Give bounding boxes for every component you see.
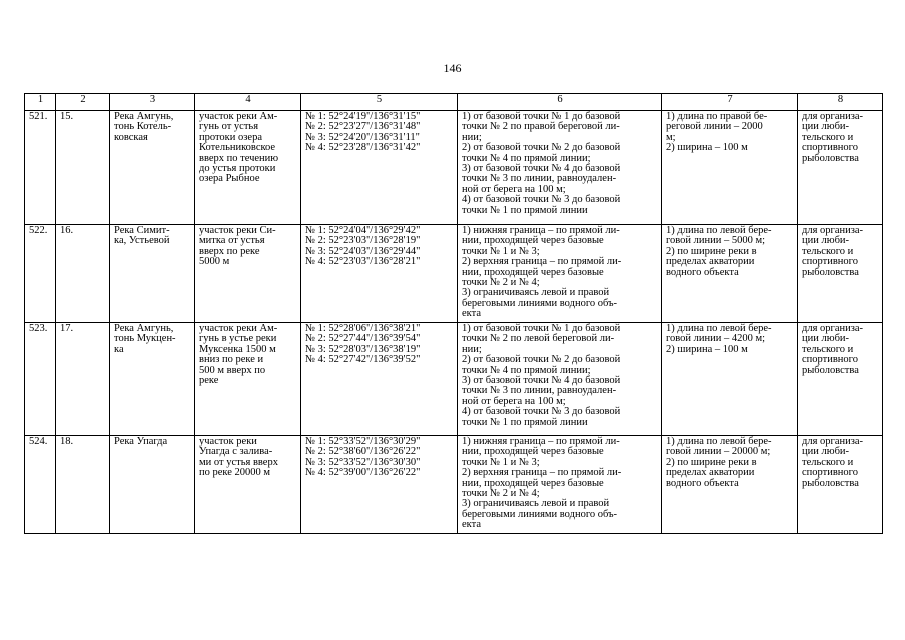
column-header-8: 8 bbox=[798, 94, 883, 111]
base-point-coordinates: № 1: 52°33'52"/136°30'29" № 2: 52°38'60"/136°26'22" № 3: 52°33'52"/136°30'30" № 4: 52°39'00"/136°26'22" bbox=[301, 436, 458, 534]
area-purpose: для организа- ции люби- тельского и спортивного рыболовства bbox=[798, 436, 883, 534]
area-dimensions: 1) длина по правой бе- реговой линии – 2000 м; 2) ширина – 100 м bbox=[662, 111, 798, 225]
base-point-coordinates: № 1: 52°24'19"/136°31'15" № 2: 52°23'27"/136°31'48" № 3: 52°24'20"/136°31'11" № 4: 52°23'28"/136°31'42" bbox=[301, 111, 458, 225]
column-header-6: 6 bbox=[458, 94, 662, 111]
row-sub-number: 16. bbox=[56, 225, 110, 323]
base-point-coordinates: № 1: 52°28'06"/136°38'21" № 2: 52°27'44"/136°39'54" № 3: 52°28'03"/136°38'19" № 4: 52°27'42"/136°39'52" bbox=[301, 323, 458, 436]
column-header-1: 1 bbox=[25, 94, 56, 111]
area-purpose: для организа- ции люби- тельского и спортивного рыболовства bbox=[798, 111, 883, 225]
area-dimensions: 1) длина по левой бере- говой линии – 20000 м; 2) по ширине реки в пределах акватории водного объекта bbox=[662, 436, 798, 534]
page-number: 146 bbox=[443, 61, 462, 75]
water-body-name: Река Упагда bbox=[110, 436, 195, 534]
water-body-name: Река Симит- ка, Устьевой bbox=[110, 225, 195, 323]
column-header-5: 5 bbox=[301, 94, 458, 111]
row-number: 522. bbox=[25, 225, 56, 323]
area-purpose: для организа- ции люби- тельского и спортивного рыболовства bbox=[798, 225, 883, 323]
table-row bbox=[25, 225, 883, 323]
area-location: участок реки Упагда с залива- ми от устья вверх по реке 20000 м bbox=[195, 436, 301, 534]
area-boundaries: 1) от базовой точки № 1 до базовой точки № 2 по правой береговой ли- нии; 2) от базовой точки № 2 до базовой точки № 4 по прямой линии; 3) от базовой точки № 4 до базовой точки № 3 по линии, равноудален- ной от берега на 100 м; 4) от базовой точки № 3 до базовой точки № 1 по прямой линии bbox=[458, 111, 662, 225]
area-location: участок реки Ам- гунь от устья протоки озера Котельниковское вверх по течению до устья протоки озера Рыбное bbox=[195, 111, 301, 225]
row-sub-number: 17. bbox=[56, 323, 110, 436]
water-body-name: Река Амгунь, тонь Мукцен- ка bbox=[110, 323, 195, 436]
area-dimensions: 1) длина по левой бере- говой линии – 4200 м; 2) ширина – 100 м bbox=[662, 323, 798, 436]
row-sub-number: 15. bbox=[56, 111, 110, 225]
table-row bbox=[25, 111, 883, 225]
area-boundaries: 1) нижняя граница – по прямой ли- нии, проходящей через базовые точки № 1 и № 3; 2) верхняя граница – по прямой ли- нии, проходящей через базовые точки № 2 и № 4; 3) ограничиваясь левой и правой береговыми линиями водного объ- екта bbox=[458, 436, 662, 534]
table-row bbox=[25, 436, 883, 534]
row-sub-number: 18. bbox=[56, 436, 110, 534]
header-row bbox=[25, 94, 883, 111]
base-point-coordinates: № 1: 52°24'04"/136°29'42" № 2: 52°23'03"/136°28'19" № 3: 52°24'03"/136°29'44" № 4: 52°23'03"/136°28'21" bbox=[301, 225, 458, 323]
area-location: участок реки Си- митка от устья вверх по реке 5000 м bbox=[195, 225, 301, 323]
row-number: 521. bbox=[25, 111, 56, 225]
row-number: 523. bbox=[25, 323, 56, 436]
area-location: участок реки Ам- гунь в устье реки Муксенка 1500 м вниз по реке и 500 м вверх по реке bbox=[195, 323, 301, 436]
area-purpose: для организа- ции люби- тельского и спортивного рыболовства bbox=[798, 323, 883, 436]
fishing-areas-table bbox=[24, 93, 883, 534]
column-header-7: 7 bbox=[662, 94, 798, 111]
column-header-4: 4 bbox=[195, 94, 301, 111]
table-row bbox=[25, 323, 883, 436]
column-header-2: 2 bbox=[56, 94, 110, 111]
row-number: 524. bbox=[25, 436, 56, 534]
area-dimensions: 1) длина по левой бере- говой линии – 5000 м; 2) по ширине реки в пределах акватории водного объекта bbox=[662, 225, 798, 323]
column-header-3: 3 bbox=[110, 94, 195, 111]
area-boundaries: 1) от базовой точки № 1 до базовой точки № 2 по левой береговой ли- нии; 2) от базовой точки № 2 до базовой точки № 4 по прямой линии; 3) от базовой точки № 4 до базовой точки № 3 по линии, равноудален- ной от берега на 100 м; 4) от базовой точки № 3 до базовой точки № 1 по прямой линии bbox=[458, 323, 662, 436]
water-body-name: Река Амгунь, тонь Котель- ковская bbox=[110, 111, 195, 225]
area-boundaries: 1) нижняя граница – по прямой ли- нии, проходящей через базовые точки № 1 и № 3; 2) верхняя граница – по прямой ли- нии, проходящей через базовые точки № 2 и № 4; 3) ограничиваясь левой и правой береговыми линиями водного объ- екта bbox=[458, 225, 662, 323]
